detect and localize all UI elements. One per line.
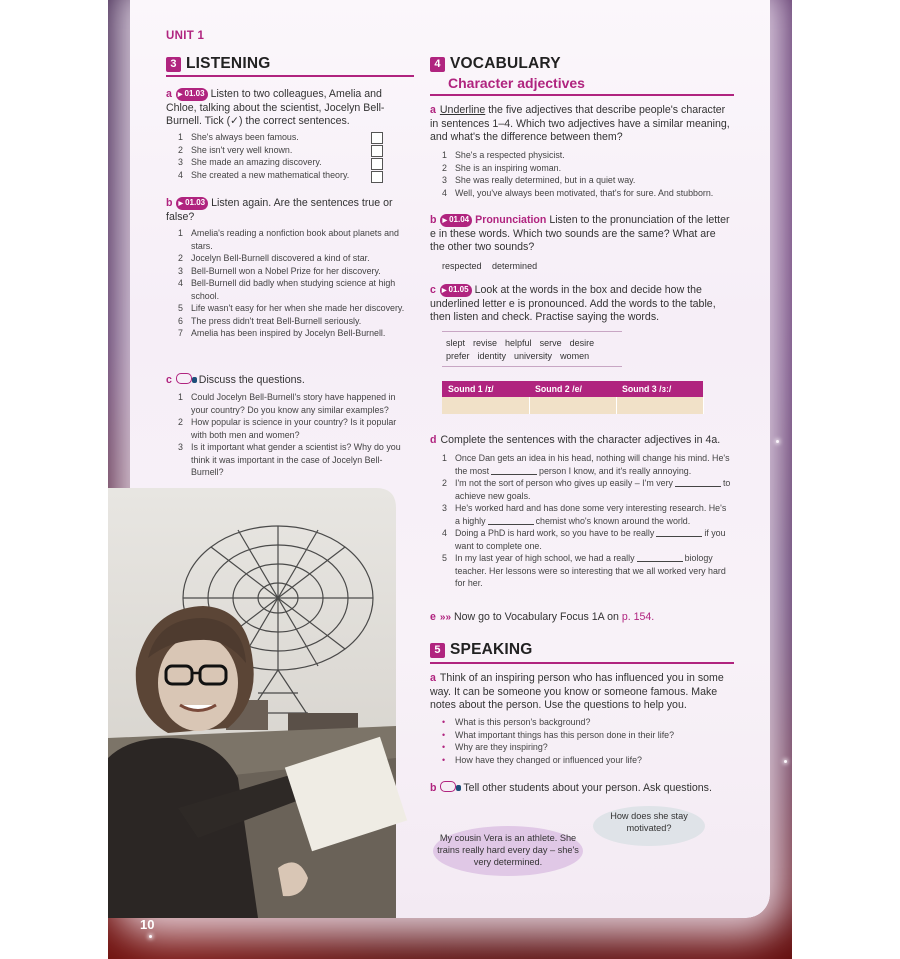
sentence-end: chemist who's known around the world. (535, 515, 691, 526)
item-number: 2 (178, 253, 183, 263)
section-title: LISTENING (186, 55, 271, 72)
speaking-task-a (430, 672, 735, 713)
item-number: 2 (442, 162, 447, 173)
word-box-word: helpful (505, 338, 532, 348)
item-number: 3 (178, 265, 183, 276)
sentence-end: if you want to complete one. (455, 528, 726, 551)
item-number: 2 (442, 478, 447, 488)
list-item (442, 174, 742, 187)
list-item (178, 391, 414, 416)
word-box-top (442, 331, 622, 332)
table-cell[interactable] (529, 397, 616, 414)
vocabulary-task-e (430, 611, 730, 625)
bullet-icon: • (442, 729, 446, 740)
vocabulary-task-b (430, 214, 730, 255)
word-box-bottom (442, 366, 622, 367)
section-title: SPEAKING (450, 641, 533, 658)
item-text: She's always been famous. (191, 132, 299, 142)
listening-task-b (166, 197, 406, 224)
list-item (178, 156, 378, 169)
item-number: 3 (178, 442, 183, 452)
table-header: Sound 3 /ɜː/ (616, 381, 703, 397)
vocabulary-task-c (430, 284, 730, 325)
task-letter: b (166, 197, 173, 209)
task-letter: d (430, 434, 437, 446)
vocabulary-task-a (430, 104, 730, 145)
item-text: How popular is science in your country? Is it popular with both men and women? (191, 417, 397, 440)
item-text (455, 527, 732, 552)
item-text: What important things has this person done in their life? (455, 729, 675, 740)
page-link[interactable]: p. 154. (621, 611, 655, 623)
listening-a-items (178, 131, 378, 181)
word-box-word: prefer (446, 351, 470, 361)
sentence-end: biology teacher. Her lessons were so interesting that we all worked very hard for her. (455, 553, 726, 588)
listening-task-a (166, 88, 406, 129)
word-box-word: revise (473, 338, 498, 348)
bullet-item (442, 716, 732, 729)
sentence-start: In my last year of high school, we had a really (455, 553, 635, 563)
list-item (178, 169, 378, 182)
speech-bubble-question (593, 806, 705, 846)
task-text: Now go to Vocabulary Focus 1A on (453, 611, 619, 623)
bullet-item (442, 754, 732, 767)
speaking-task-b (430, 781, 730, 796)
item-number: 3 (442, 503, 447, 513)
item-number: 1 (178, 132, 183, 142)
speech-bubble-example (433, 826, 583, 876)
item-text: She made an amazing discovery. (191, 157, 322, 167)
item-text: She's a respected physicist. (455, 150, 565, 160)
list-item (178, 252, 410, 265)
list-item (442, 187, 742, 200)
word-box-row (446, 349, 597, 363)
word-box-word: identity (477, 351, 507, 361)
answer-blank[interactable] (637, 561, 683, 562)
word-box-word: serve (539, 338, 562, 348)
list-item (442, 502, 732, 527)
item-text: What is this person's background? (455, 717, 591, 727)
item-number: 4 (442, 187, 447, 198)
task-text: Look at the words in the box and decide how the underlined letter e is pronounced. Add the words to the table, then listen and check. Practise saying the words. (430, 284, 716, 323)
list-item (442, 162, 742, 175)
discussion-icon (176, 373, 192, 384)
tick-checkbox[interactable] (371, 145, 383, 157)
speaking-a-bullets (442, 716, 732, 766)
word-box-word: desire (569, 338, 595, 348)
table-cell[interactable] (442, 397, 529, 414)
item-text: She was really determined, but in a quiet way. (455, 175, 636, 185)
section-title: VOCABULARY (450, 55, 561, 72)
item-number: 7 (178, 328, 183, 338)
list-item (178, 416, 414, 441)
item-text: Amelia's reading a nonfiction book about planets and stars. (191, 228, 399, 251)
word: respected (442, 261, 482, 271)
item-number: 1 (178, 228, 183, 238)
item-number: 1 (442, 150, 447, 160)
vocabulary-heading (430, 55, 561, 73)
audio-track-icon[interactable]: ▶ 01.03 (176, 197, 208, 210)
task-text: Discuss the questions. (198, 374, 305, 386)
answer-blank[interactable] (656, 536, 702, 537)
section-number: 5 (430, 643, 445, 658)
section-rule (166, 75, 414, 77)
photo-illustration (108, 488, 416, 918)
item-text: Is it important what gender a scientist is? Why do you think it was important in the case of Jocelyn Bell-Burnell? (191, 442, 401, 477)
vocabulary-task-d (430, 434, 730, 448)
star-decoration (776, 440, 779, 443)
item-number: 5 (178, 303, 183, 313)
list-item (178, 144, 378, 157)
item-text: Why are they inspiring? (455, 742, 548, 752)
sentence-start: He's worked hard and has done some very interesting research. He's a highly (455, 503, 727, 526)
tick-checkbox[interactable] (371, 158, 383, 170)
tick-checkbox[interactable] (371, 132, 383, 144)
section-number: 3 (166, 57, 181, 72)
task-text: Think of an inspiring person who has influenced you in some way. It can be someone you know or someone famous. Make notes about the person. Use the questions to help you. (430, 672, 724, 711)
list-item (178, 441, 414, 479)
item-text (455, 452, 732, 477)
list-item (178, 277, 410, 302)
item-text (455, 552, 732, 590)
bullet-icon: • (442, 717, 446, 727)
item-text: Could Jocelyn Bell-Burnell's story have happened in your country? Do you know any similar examples? (191, 392, 396, 415)
pronunciation-words (442, 259, 545, 273)
tick-checkbox[interactable] (371, 171, 383, 183)
sound-table (442, 381, 704, 414)
answer-blank[interactable] (675, 486, 721, 487)
word-box-word: slept (446, 338, 466, 348)
speaking-heading (430, 641, 533, 659)
list-item (178, 315, 410, 328)
task-letter: a (166, 88, 172, 100)
item-number: 1 (442, 453, 447, 463)
word-box-word: women (560, 351, 590, 361)
word-box-row (446, 336, 602, 350)
unit-label: UNIT 1 (166, 30, 205, 42)
vocabulary-d-items (442, 452, 732, 590)
bullet-icon: • (442, 754, 446, 765)
sentence-start: Doing a PhD is hard work, so you have to be really (455, 528, 655, 538)
task-text: Complete the sentences with the character adjectives in 4a. (440, 434, 721, 446)
item-text: The press didn't treat Bell-Burnell seriously. (191, 315, 362, 326)
item-number: 6 (178, 315, 183, 326)
item-number: 3 (442, 175, 447, 185)
table-header: Sound 2 /e/ (529, 381, 616, 397)
section-rule (430, 94, 734, 96)
audio-track-icon[interactable]: ▶ 01.03 (176, 88, 208, 101)
page-background (108, 0, 792, 959)
task-letter: a (430, 672, 436, 684)
list-item (442, 149, 742, 162)
bullet-item (442, 729, 732, 742)
task-letter: c (166, 374, 172, 386)
task-text: the five adjectives that describe people's character in sentences 1–4. Which two adjectives have a similar meaning, and what's the difference between them? (430, 104, 730, 143)
list-item (178, 131, 378, 144)
task-text: Tell other students about your person. Ask questions. (463, 782, 712, 794)
item-number: 4 (178, 278, 183, 288)
item-number: 4 (442, 528, 447, 538)
task-letter: b (430, 214, 437, 226)
task-letter: c (430, 284, 436, 296)
bubble-text: My cousin Vera is an athlete. She trains really hard every day – she's very determined. (437, 833, 579, 867)
item-text: Life wasn't easy for her when she made her discovery. (191, 303, 405, 313)
sentence-start: I'm not the sort of person who gives up easily – I'm very (455, 478, 673, 488)
list-item (442, 527, 732, 552)
answer-blank[interactable] (488, 524, 534, 525)
task-letter: a (430, 104, 436, 116)
item-text (455, 502, 732, 527)
section-rule (430, 662, 734, 664)
list-item (442, 552, 732, 590)
item-number: 3 (178, 157, 183, 167)
list-item (442, 477, 732, 502)
item-text: She is an inspiring woman. (455, 162, 562, 173)
table-cell[interactable] (616, 397, 703, 414)
item-text: Amelia has been inspired by Jocelyn Bell-Burnell. (191, 328, 386, 338)
item-text: Well, you've always been motivated, that's for sure. And stubborn. (455, 187, 714, 198)
word: determined (492, 261, 538, 271)
go-to-arrow-icon: »» (439, 612, 452, 623)
word-box-word: university (514, 351, 553, 361)
list-item (178, 302, 410, 315)
sentence-end: to achieve new goals. (455, 478, 731, 501)
page-number: 10 (140, 917, 155, 932)
audio-track-icon[interactable]: ▶ 01.05 (440, 284, 472, 297)
audio-track-icon[interactable]: ▶ 01.04 (440, 214, 472, 227)
answer-blank[interactable] (491, 474, 537, 475)
listening-b-items (178, 227, 410, 340)
item-text: Bell-Burnell did badly when studying science at high school. (191, 278, 396, 301)
list-item (178, 227, 410, 252)
item-text: She isn't very well known. (191, 144, 293, 155)
bullet-icon: • (442, 742, 446, 752)
item-text: Jocelyn Bell-Burnell discovered a kind of star. (191, 253, 370, 263)
item-text: Bell-Burnell won a Nobel Prize for her discovery. (191, 265, 381, 276)
item-number: 2 (178, 417, 183, 427)
task-keyword: Underline (439, 104, 486, 116)
photo-jocelyn-telescope (108, 488, 416, 918)
bubble-text: How does she stay motivated? (610, 811, 688, 833)
vocabulary-a-items (442, 149, 742, 199)
pronunciation-label: Pronunciation (475, 214, 547, 226)
listening-task-c (166, 373, 406, 388)
star-decoration (784, 760, 787, 763)
task-text: Listen to two colleagues, Amelia and Chloe, talking about the scientist, Jocelyn Bell-Burnell. Tick (✓) the correct sentences. (166, 88, 385, 127)
item-text: She created a new mathematical theory. (191, 169, 350, 180)
list-item (178, 265, 410, 278)
item-number: 5 (442, 553, 447, 563)
item-text (455, 477, 732, 502)
discussion-icon (440, 781, 456, 792)
bullet-item (442, 741, 732, 754)
task-text: Listen to the pronunciation of the letter e in these words. Which two sounds are the same? What are the other two sounds? (430, 214, 730, 253)
item-number: 2 (178, 144, 183, 155)
listening-c-items (178, 391, 414, 479)
item-number: 1 (178, 392, 183, 402)
task-text: Listen again. Are the sentences true or false? (166, 197, 393, 223)
list-item (178, 327, 410, 340)
item-text: How have they changed or influenced your life? (455, 754, 642, 765)
star-decoration (149, 935, 152, 938)
sentence-start: Once Dan gets an idea in his head, nothing will change his mind. He's the most (455, 453, 730, 476)
list-item (442, 452, 732, 477)
sentence-end: person I know, and it's really annoying. (539, 465, 692, 476)
section-number: 4 (430, 57, 445, 72)
table-header: Sound 1 /ɪ/ (442, 381, 529, 397)
listening-heading (166, 55, 270, 73)
task-letter: e (430, 611, 436, 623)
item-number: 4 (178, 169, 183, 180)
vocabulary-subtitle: Character adjectives (448, 75, 585, 91)
task-letter: b (430, 782, 437, 794)
